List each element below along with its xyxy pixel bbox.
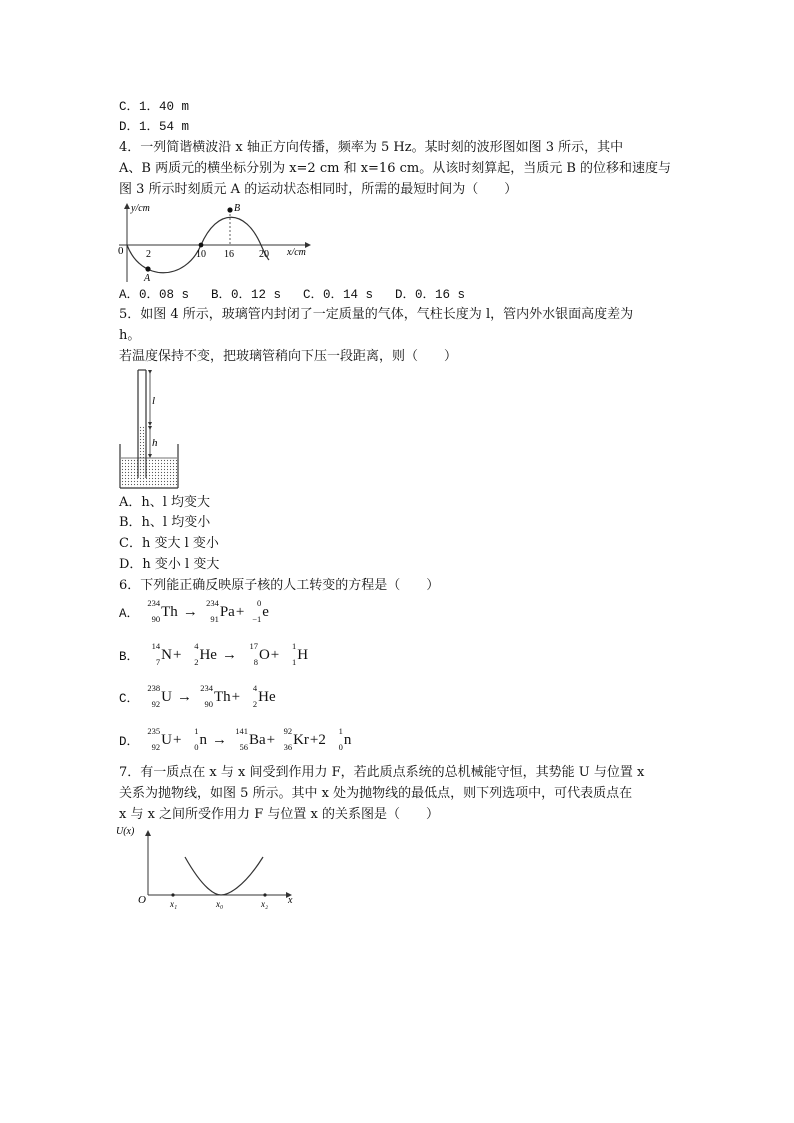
q5-option-d: D．h 变小 l 变大 xyxy=(119,557,220,572)
q5-tube-figure xyxy=(118,366,180,490)
q6-equation-a: 234 90 Th → 234 91 Pa+ 0 −1 e xyxy=(147,598,269,624)
q4-option-c: C．0．14 s xyxy=(303,288,374,302)
q4-a-label: A xyxy=(144,273,151,282)
q6-option-c: C． 238 92 U → 234 90 Th+ 4 2 He xyxy=(119,683,276,709)
q5-mercury-column xyxy=(138,426,146,478)
q5-h-label: h xyxy=(152,437,158,449)
q4-stem-line-1: 4．一列简谐横波沿 x 轴正方向传播，频率为 5 Hz。某时刻的波形图如图 3 所示，其中 xyxy=(119,140,624,155)
q7-stem-line-3: x 与 x 之间所受作用力 F 与位置 x 的关系图是（ ） xyxy=(119,807,439,822)
q4-node-point xyxy=(199,243,204,248)
q4-tick-20: 20 xyxy=(259,249,269,260)
q7-y-label: U(x) xyxy=(116,826,135,837)
q4-tick-16: 16 xyxy=(224,249,234,260)
q5-stem-line-2: h。 xyxy=(119,328,141,343)
q5-option-c: C．h 变大 l 变小 xyxy=(119,536,219,551)
q4-option-a: A．0．08 s xyxy=(119,288,190,302)
q5-stem-line-1: 5．如图 4 所示，玻璃管内封闭了一定质量的气体，气柱长度为 l，管内外水银面高度差为 xyxy=(119,307,634,322)
q7-stem-line-1: 7．有一质点在 x 与 x 间受到作用力 F，若此质点系统的总机械能守恒，其势能 U 与位置 x xyxy=(119,765,645,780)
q4-stem-line-2: A、B 两质元的横坐标分别为 x=2 cm 和 x=16 cm。从该时刻算起，当质元 B 的位移和速度与 xyxy=(119,161,672,176)
q5-l-label: l xyxy=(152,395,156,407)
q3-option-d: D．1．54 m xyxy=(119,120,190,134)
q5-stem-line-3: 若温度保持不变，把玻璃管稍向下压一段距离，则（ ） xyxy=(119,349,458,364)
q5-option-a: A．h、l 均变大 xyxy=(119,495,211,510)
q6-equation-b: 14 7 N+ 4 2 He → 17 8 O+ 1 1 H xyxy=(151,641,309,667)
q6-stem: 6．下列能正确反映原子核的人工转变的方程是（ ） xyxy=(119,578,440,593)
q4-b-label: B xyxy=(234,203,241,214)
q6-equation-d: 235 92 U+ 1 0 n → 141 56 Ba+ 92 36 Kr+2 1 0 n xyxy=(147,726,352,752)
q4-origin-label: 0 xyxy=(118,245,124,257)
q4-stem-line-3: 图 3 所示时刻质元 A 的运动状态相同时，所需的最短时间为（ ） xyxy=(119,182,518,197)
q4-y-label: y/cm xyxy=(131,203,150,214)
q7-potential-figure xyxy=(115,823,300,909)
q7-x0-label: x₀ xyxy=(216,899,224,909)
q5-option-b: B．h、l 均变小 xyxy=(119,515,211,530)
q6-option-a: A． 234 90 Th → 234 91 Pa+ 0 −1 e xyxy=(119,598,269,624)
q5-mercury-bath xyxy=(121,458,177,487)
q6-equation-c: 238 92 U → 234 90 Th+ 4 2 He xyxy=(147,683,276,709)
q4-options xyxy=(119,287,487,303)
q7-x-label: x xyxy=(288,895,293,906)
q4-option-d: D．0．16 s xyxy=(395,288,466,302)
q4-x-label: x/cm xyxy=(287,247,306,258)
q4-point-b xyxy=(227,207,232,212)
q6-option-d: D． 235 92 U+ 1 0 n → 141 56 Ba+ 92 36 Kr+2 1 0 n xyxy=(119,726,352,752)
q4-wave-figure xyxy=(115,200,315,282)
q6-option-b: B． 14 7 N+ 4 2 He → 17 8 O+ 1 1 H xyxy=(119,641,309,667)
q7-stem-line-2: 关系为抛物线，如图 5 所示。其中 x 处为抛物线的最低点，则下列选项中，可代表质点在 xyxy=(119,786,633,801)
q4-option-b: B．0．12 s xyxy=(211,288,282,302)
q4-point-a xyxy=(145,266,150,271)
q7-origin-label: O xyxy=(138,894,146,906)
q7-x1-label: x₁ xyxy=(170,899,178,909)
q7-x2-label: x₂ xyxy=(261,899,269,909)
q3-option-c: C．1．40 m xyxy=(119,100,190,114)
q4-tick-2: 2 xyxy=(146,249,151,260)
q7-parabola xyxy=(185,857,263,895)
q4-tick-10: 10 xyxy=(196,249,206,260)
